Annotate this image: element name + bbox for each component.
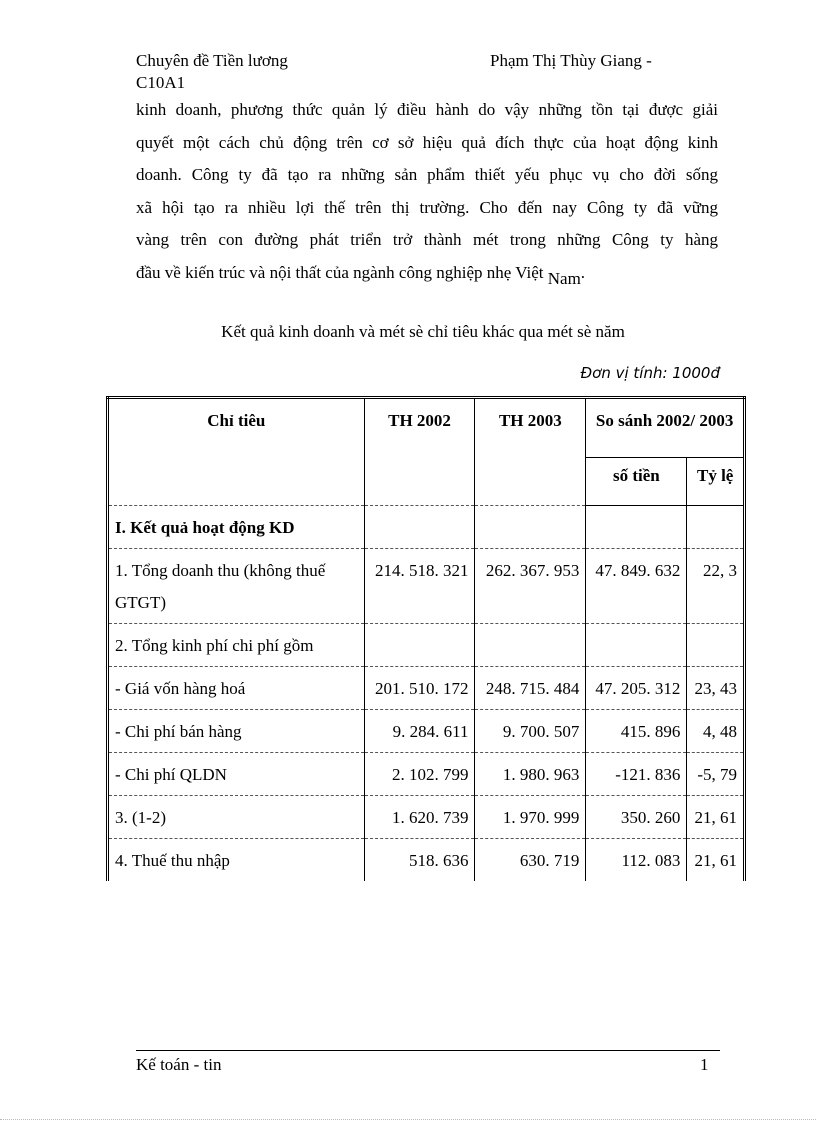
header-class: C10A1 [136,73,186,92]
table-row [108,839,745,882]
header-cell-ratio: Tỷ lệ [687,458,745,506]
row-amount-cell: -121. 836 [586,753,687,796]
row-amount-cell: 350. 260 [586,796,687,839]
row-th2003-cell: 1. 970. 999 [475,796,586,839]
paragraph-last-line [136,257,718,290]
row-th2003-cell: 9. 700. 507 [475,710,586,753]
table-row [108,753,745,796]
row-label-cell: 1. Tổng doanh thu (không thuế GTGT) [108,549,365,624]
row-th2003-cell: 248. 715. 484 [475,667,586,710]
table-row [108,796,745,839]
paragraph-line: doanh. Công ty đã tạo ra những sản phẩm thiết yếu phục vụ cho đời sống [136,165,718,184]
row-th2003-cell: 1. 980. 963 [475,753,586,796]
paragraph-last-main: đầu về kiến trúc và nội thất của ngành công nghiệp nhẹ Việt [136,262,548,282]
row-ratio-cell: 21, 61 [687,796,745,839]
paragraph-line: kinh doanh, phương thức quản lý điều hành do vậy những tồn tại được giải [136,100,718,119]
row-label-cell: - Chi phí QLDN [108,753,365,796]
header-cell-th2003: TH 2003 [475,398,586,506]
table-row [108,506,745,549]
unit-label: Đơn vị tính: 1000đ [580,364,720,382]
table-title: Kết quả kinh doanh và mét sè chỉ tiêu khác qua mét sè năm [221,322,625,341]
row-amount-cell [586,506,687,549]
row-th2003-cell: 630. 719 [475,839,586,882]
page-edge-divider [0,1119,816,1120]
row-label-cell: 4. Thuế thu nhập [108,839,365,882]
row-label-cell: 2. Tổng kinh phí chi phí gồm [108,624,365,667]
row-amount-cell: 47. 849. 632 [586,549,687,624]
footer-divider [136,1050,720,1051]
row-ratio-cell: 22, 3 [687,549,745,624]
row-th2002-cell: 1. 620. 739 [364,796,475,839]
row-th2003-cell: 262. 367. 953 [475,549,586,624]
table-row [108,710,745,753]
row-th2002-cell: 214. 518. 321 [364,549,475,624]
row-th2002-cell: 518. 636 [364,839,475,882]
row-amount-cell [586,624,687,667]
row-amount-cell: 415. 896 [586,710,687,753]
row-ratio-cell [687,506,745,549]
row-ratio-cell: 21, 61 [687,839,745,882]
table-row [108,667,745,710]
row-label-cell: - Chi phí bán hàng [108,710,365,753]
header-left [136,50,288,94]
header-subject: Chuyên đề Tiền lương [136,51,288,70]
row-th2002-cell: 9. 284. 611 [364,710,475,753]
table-header-row [108,398,745,458]
header-cell-compare: So sánh 2002/ 2003 [586,398,745,458]
paragraph-line: vàng trên con đường phát triển trở thành mét trong những Công ty hàng [136,230,718,249]
table-row [108,624,745,667]
header-cell-indicator: Chỉ tiêu [108,398,365,506]
row-label-cell: - Giá vốn hàng hoá [108,667,365,710]
row-label-cell: I. Kết quả hoạt động KD [108,506,365,549]
row-th2002-cell [364,624,475,667]
row-ratio-cell [687,624,745,667]
header-cell-th2002: TH 2002 [364,398,475,506]
row-ratio-cell: -5, 79 [687,753,745,796]
row-th2003-cell [475,506,586,549]
header-author: Phạm Thị Thùy Giang - [490,51,652,70]
row-ratio-cell: 4, 48 [687,710,745,753]
row-label-cell: 3. (1-2) [108,796,365,839]
page-number: 1 [700,1055,709,1074]
body-paragraph [136,94,718,289]
results-table [106,396,746,881]
table-row [108,549,745,624]
paragraph-line: quyết một cách chủ động trên cơ sở hiệu quả đích thực của hoạt động kinh [136,132,718,152]
row-ratio-cell: 23, 43 [687,667,745,710]
row-th2002-cell [364,506,475,549]
paragraph-line: xã hội tạo ra nhiều lợi thế trên thị trường. Cho đến nay Công ty đã vững [136,197,718,217]
row-amount-cell: 112. 083 [586,839,687,882]
header-cell-amount: số tiền [586,458,687,506]
row-th2002-cell: 201. 510. 172 [364,667,475,710]
row-th2003-cell [475,624,586,667]
footer-department: Kế toán - tin [136,1055,222,1074]
paragraph-last-sub: Nam [547,268,581,288]
row-th2002-cell: 2. 102. 799 [364,753,475,796]
paragraph-last-end: . [580,262,586,282]
row-amount-cell: 47. 205. 312 [586,667,687,710]
